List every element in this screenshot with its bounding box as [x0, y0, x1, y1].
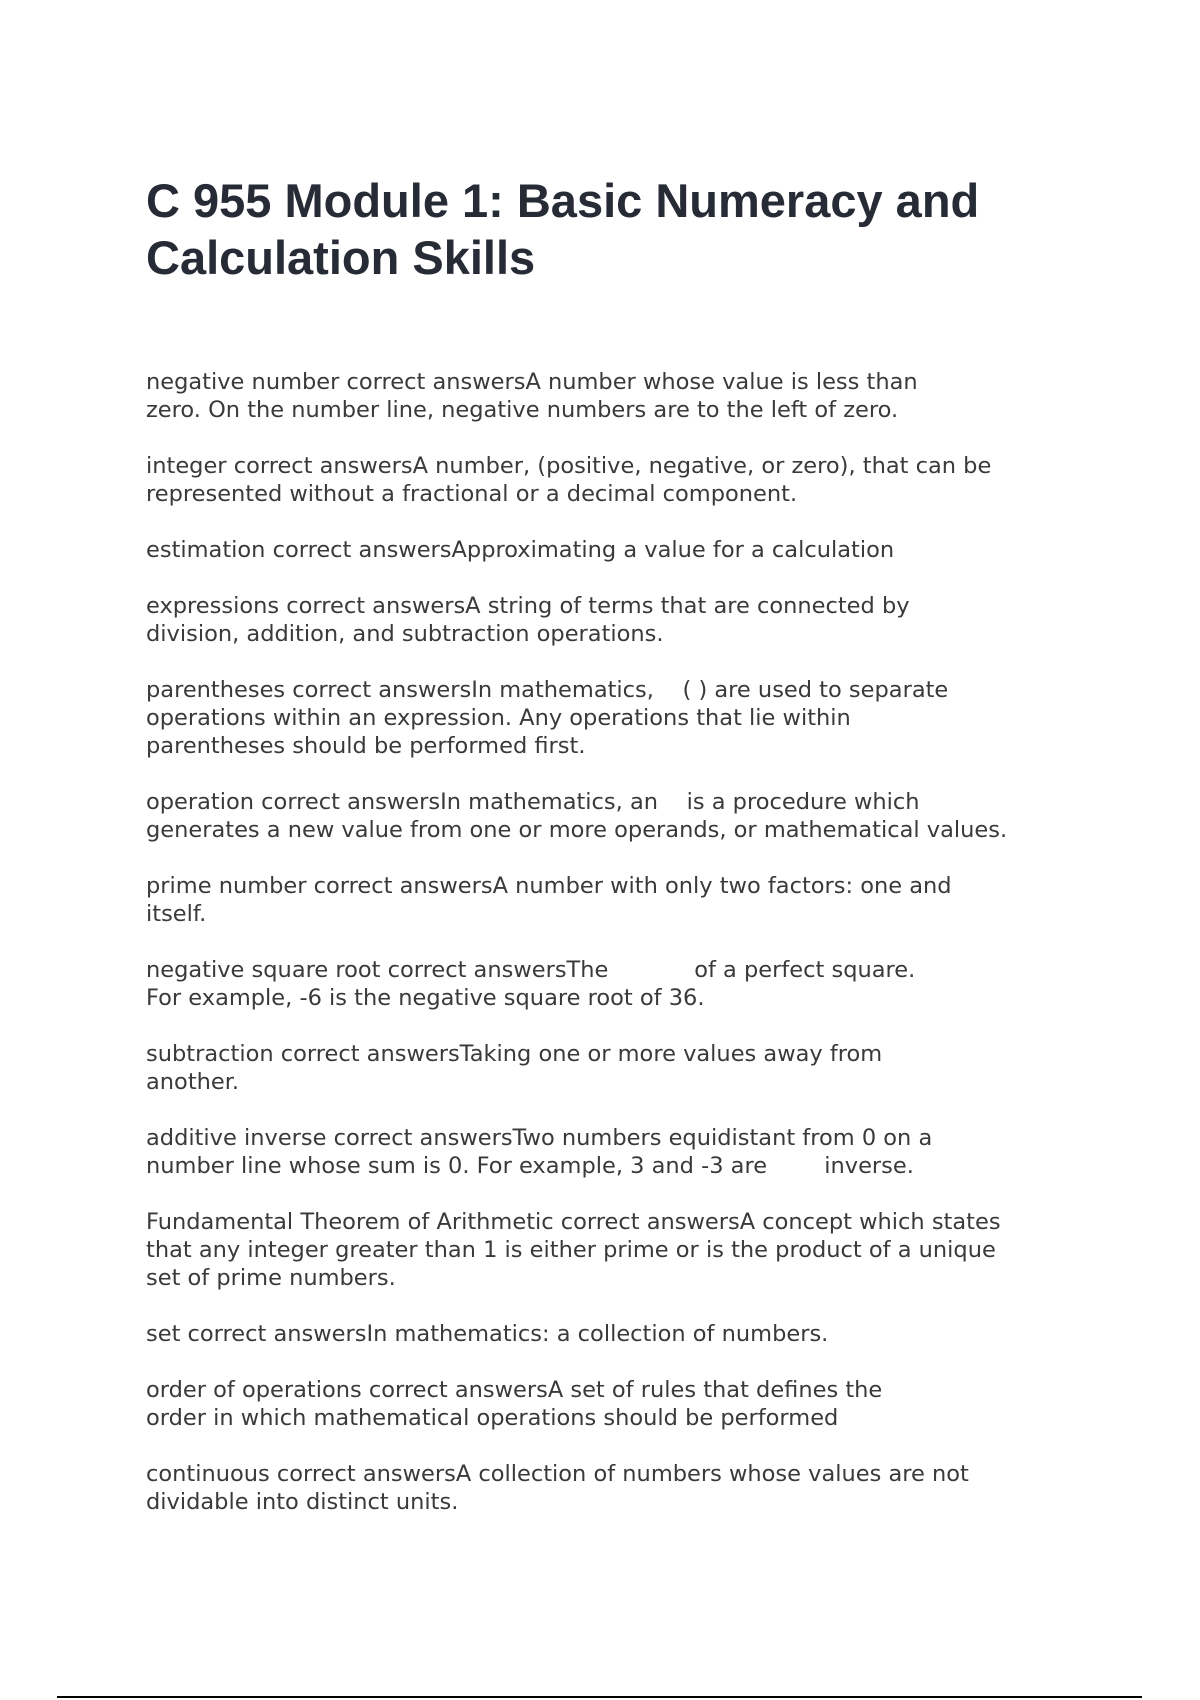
flashcard-entry-estimation: estimation correct answersApproximating a value for a calculation [146, 537, 895, 563]
flashcard-entry-continuous: continuous correct answersA collection of numbers whose values are not dividable into distinct units. [146, 1461, 969, 1515]
flashcard-entry-prime-number: prime number correct answersA number with only two factors: one and itself. [146, 873, 952, 927]
flashcard-entry-negative-number: negative number correct answersA number whose value is less than zero. On the number line, negative numbers are to the left of zero. [146, 369, 918, 423]
flashcard-entry-integer: integer correct answersA number, (positive, negative, or zero), that can be represented without a fractional or a decimal component. [146, 453, 992, 507]
flashcard-entry-operation: operation correct answersIn mathematics, an is a procedure which generates a new value from one or more operands, or mathematical values. [146, 789, 1008, 843]
flashcard-list [146, 368, 1086, 1544]
flashcard-entry-subtraction: subtraction correct answersTaking one or more values away from another. [146, 1041, 883, 1095]
flashcard-entry-expressions: expressions correct answersA string of terms that are connected by division, addition, and subtraction operations. [146, 593, 910, 647]
document-title: C 955 Module 1: Basic Numeracy and Calculation Skills [146, 174, 980, 284]
flashcard-entry-additive-inverse: additive inverse correct answersTwo numbers equidistant from 0 on a number line whose sum is 0. For example, 3 and -3 are inverse. [146, 1125, 933, 1179]
flashcard-entry-set: set correct answersIn mathematics: a collection of numbers. [146, 1321, 829, 1347]
flashcard-entry-parentheses: parentheses correct answersIn mathematics, ( ) are used to separate operations within an expression. Any operations that lie within parentheses should be performed first. [146, 677, 949, 759]
footer-divider [57, 1696, 1142, 1698]
flashcard-entry-negative-square-root: negative square root correct answersThe of a perfect square. For example, -6 is the negative square root of 36. [146, 957, 916, 1011]
flashcard-entry-order-of-operations: order of operations correct answersA set of rules that defines the order in which mathematical operations should be performed [146, 1377, 883, 1431]
flashcard-entry-fundamental-theorem: Fundamental Theorem of Arithmetic correct answersA concept which states that any integer greater than 1 is either prime or is the product of a unique set of prime numbers. [146, 1209, 1001, 1291]
